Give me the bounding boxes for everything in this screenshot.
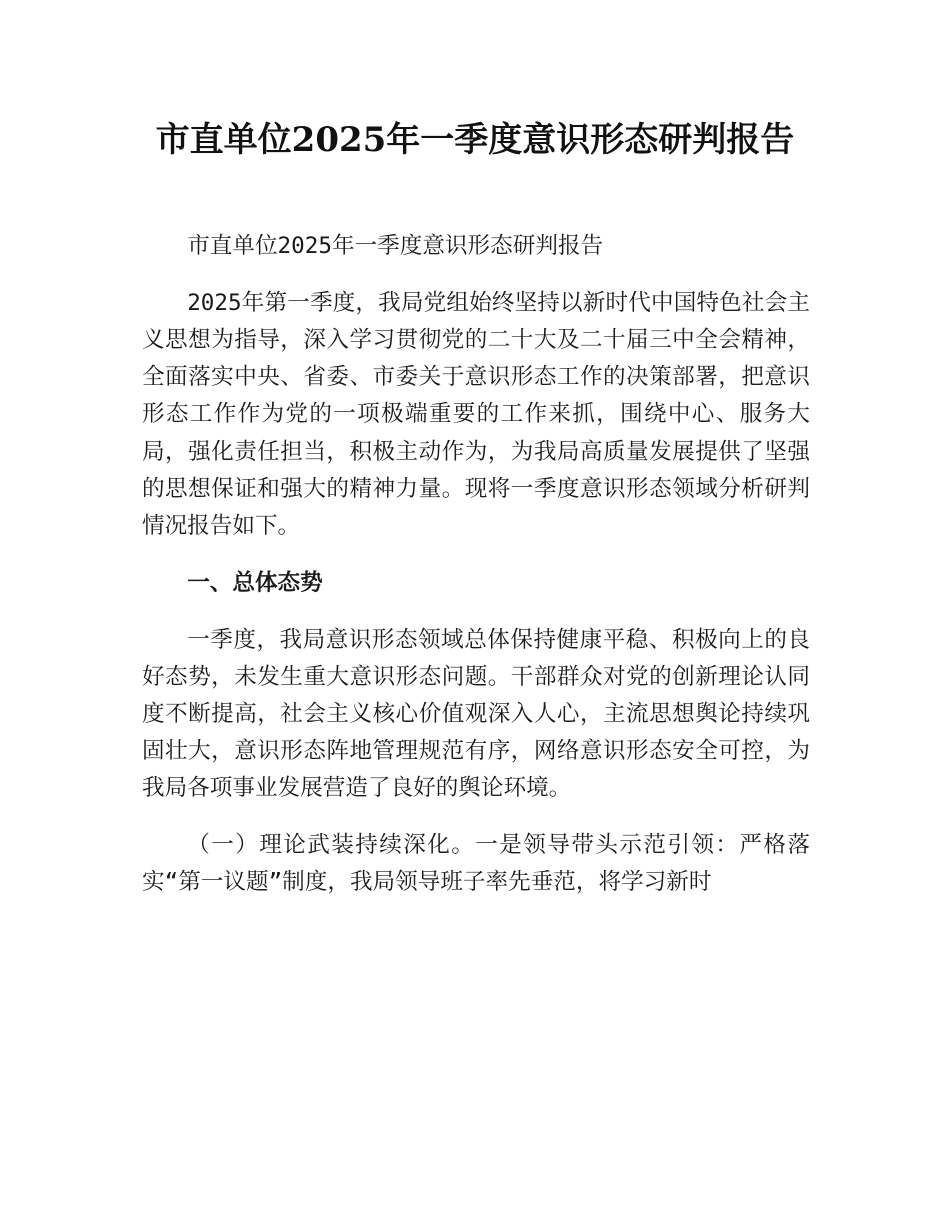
intro-paragraph: 2025年第一季度，我局党组始终坚持以新时代中国特色社会主义思想为指导，深入学习贯彻党的二十大及二十届三中全会精神，全面落实中央、省委、市委关于意识形态工作的决策部署，把意识形态工作作为党的一项极端重要的工作来抓，围绕中心、服务大局，强化责任担当，积极主动作为，为我局高质量发展提供了坚强的思想保证和强大的精神力量。现将一季度意识形态领域分析研判情况报告如下。 [142, 289, 810, 540]
section-heading-overall-situation: 一、总体态势 [187, 569, 323, 596]
document-body [142, 228, 810, 921]
document-title: 市直单位2025年一季度意识形态研判报告 [155, 120, 795, 160]
theory-armament-paragraph: （一）理论武装持续深化。一是领导带头示范引领：严格落实“第一议题”制度，我局领导班子率先垂范，将学习新时 [142, 832, 810, 896]
overall-situation-paragraph: 一季度，我局意识形态领域总体保持健康平稳、积极向上的良好态势，未发生重大意识形态问题。干部群众对党的创新理论认同度不断提高，社会主义核心价值观深入人心，主流思想舆论持续巩固壮大，意识形态阵地管理规范有序，网络意识形态安全可控，为我局各项事业发展营造了良好的舆论环境。 [142, 626, 810, 802]
subtitle-paragraph: 市直单位2025年一季度意识形态研判报告 [187, 233, 604, 259]
